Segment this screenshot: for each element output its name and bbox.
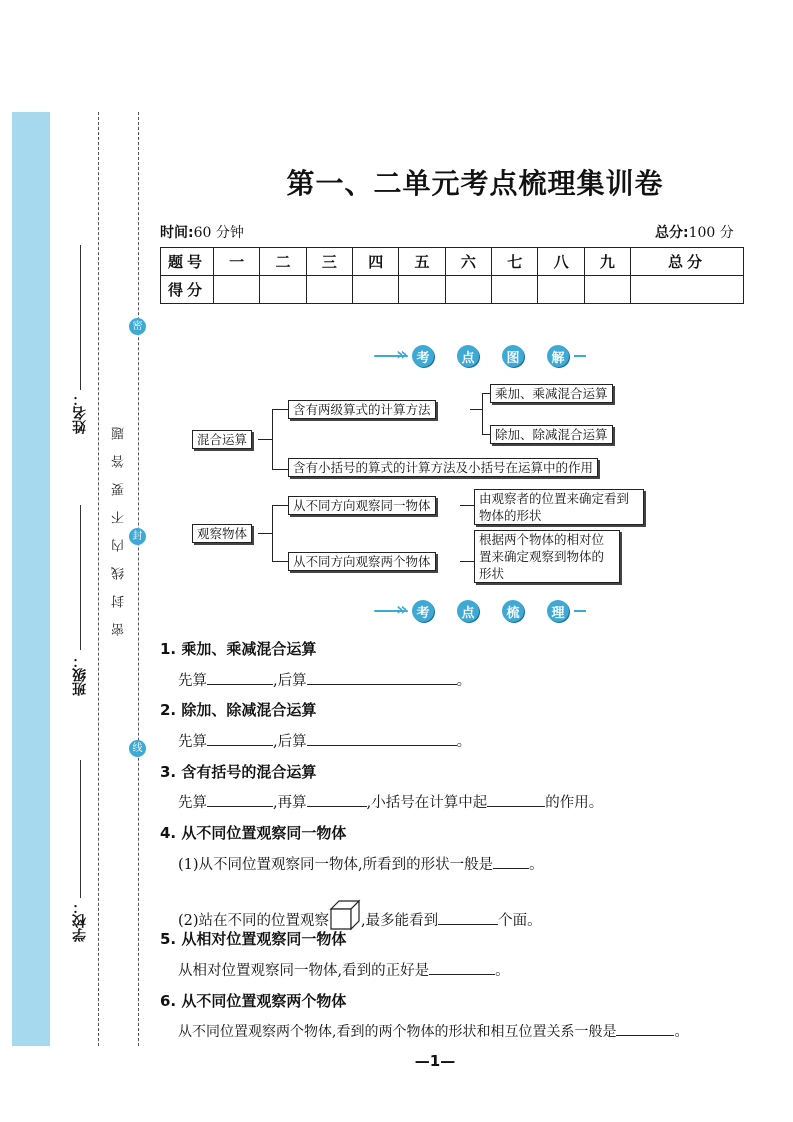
- score-cell-8[interactable]: [538, 276, 584, 304]
- q3-text-c: ,小括号在计算中起: [366, 795, 488, 811]
- col-1: 一: [214, 248, 260, 276]
- score-table-header-row: [161, 248, 744, 276]
- map-node-mul-add-sub: 乘加、乘减混合运算: [490, 384, 613, 403]
- class-field[interactable]: [80, 505, 81, 650]
- school-field[interactable]: [80, 760, 81, 898]
- col-8: 八: [538, 248, 584, 276]
- time-label: 时间:: [160, 225, 194, 241]
- q6-text: 从不同位置观察两个物体,看到的两个物体的形状和相互位置关系一般是: [178, 1024, 617, 1040]
- q3-end: 的作用。: [545, 795, 604, 811]
- seal-circle-feng: 封: [129, 528, 146, 545]
- score-cell-3[interactable]: [306, 276, 352, 304]
- score-row-label: 题号: [161, 248, 214, 276]
- cut-line-1: [98, 112, 99, 1046]
- q1-text-a: 先算: [178, 673, 207, 689]
- q2-title: 2. 除加、除减混合运算: [160, 701, 317, 719]
- section-banner-key-points-diagram: [372, 343, 586, 369]
- seal-circle-mi: 密: [129, 318, 146, 335]
- map-node-observing-objects: 观察物体: [192, 524, 252, 543]
- q4-end-2: 个面。: [498, 913, 542, 929]
- col-2: 二: [260, 248, 306, 276]
- q2-blank-2[interactable]: [307, 732, 457, 746]
- class-label: 班级：: [72, 654, 88, 696]
- q3-blank-2[interactable]: [307, 793, 367, 807]
- connector: [272, 505, 288, 506]
- q5-blank[interactable]: [429, 961, 495, 975]
- q1-title: 1. 乘加、乘减混合运算: [160, 640, 317, 658]
- col-9: 九: [584, 248, 630, 276]
- map-node-two-objects: 从不同方向观察两个物体: [288, 552, 436, 571]
- q4-text-2b: ,最多能看到: [361, 913, 439, 929]
- name-label: 姓名：: [72, 392, 88, 434]
- q2-blank-1[interactable]: [207, 732, 273, 746]
- q1-end: 。: [456, 673, 472, 689]
- total-value: 100 分: [688, 225, 734, 241]
- total-info: [655, 222, 734, 242]
- banner-char: 图: [502, 345, 524, 367]
- score-cell-1[interactable]: [214, 276, 260, 304]
- score-table-score-row: [161, 276, 744, 304]
- banner-arrow-icon: [372, 598, 412, 624]
- connector: [482, 393, 483, 434]
- q4-blank-1[interactable]: [493, 855, 529, 869]
- page-number: —1—: [414, 1052, 456, 1070]
- time-info: [160, 222, 244, 242]
- connector: [258, 533, 272, 534]
- map-node-two-level: 含有两级算式的计算方法: [288, 400, 436, 419]
- margin-blue-strip: [12, 112, 50, 1046]
- map-node-same-object-detail: 由观察者的位置来确定看到物体的形状: [474, 489, 644, 525]
- concept-map: [190, 382, 670, 587]
- col-6: 六: [445, 248, 491, 276]
- connector: [272, 409, 288, 410]
- banner-char: 解: [547, 345, 569, 367]
- q4-text-2a: (2)站在不同的位置观察: [178, 913, 330, 929]
- banner-arrow-icon: [372, 343, 412, 369]
- score-cell-9[interactable]: [584, 276, 630, 304]
- map-node-same-object: 从不同方向观察同一物体: [288, 496, 436, 515]
- connector: [272, 561, 288, 562]
- q2-end: 。: [456, 734, 472, 750]
- q6-line: [178, 1021, 688, 1041]
- map-node-parentheses: 含有小括号的算式的计算方法及小括号在运算中的作用: [288, 458, 598, 477]
- col-4: 四: [353, 248, 399, 276]
- q5-text: 从相对位置观察同一物体,看到的正好是: [178, 963, 430, 979]
- q4-end-1: 。: [529, 857, 544, 873]
- total-label: 总分:: [655, 225, 689, 241]
- banner-char: 点: [457, 600, 479, 622]
- score-cell-6[interactable]: [445, 276, 491, 304]
- q1-text-b: ,后算: [273, 673, 307, 689]
- connector: [470, 409, 482, 410]
- banner-char: 梳: [502, 600, 524, 622]
- connector: [460, 505, 474, 506]
- q3-text-b: ,再算: [273, 795, 307, 811]
- q2-line: [178, 730, 471, 751]
- score-table: [160, 247, 744, 304]
- q2-text-b: ,后算: [273, 734, 307, 750]
- col-7: 七: [492, 248, 538, 276]
- page-title: 第一、二单元考点梳理集训卷: [286, 167, 664, 200]
- q1-line: [178, 669, 471, 690]
- q3-text-a: 先算: [178, 795, 207, 811]
- map-node-two-objects-detail: 根据两个物体的相对位置来确定观察到物体的形状: [474, 530, 620, 583]
- score-cell-5[interactable]: [399, 276, 445, 304]
- banner-char: 理: [547, 600, 569, 622]
- cube-icon: [329, 899, 361, 931]
- time-value: 60 分钟: [193, 225, 244, 241]
- q6-blank[interactable]: [616, 1022, 674, 1036]
- q2-text-a: 先算: [178, 734, 207, 750]
- q3-blank-1[interactable]: [207, 793, 273, 807]
- connector: [272, 505, 273, 561]
- connector: [258, 439, 272, 440]
- q6-title: 6. 从不同位置观察两个物体: [160, 992, 347, 1010]
- name-field[interactable]: [80, 245, 81, 390]
- banner-tail: [574, 610, 586, 612]
- q3-blank-3[interactable]: [487, 793, 545, 807]
- school-label: 学校：: [72, 900, 88, 942]
- connector: [482, 434, 490, 435]
- banner-tail: [574, 355, 586, 357]
- banner-char: 考: [412, 345, 434, 367]
- q5-line: [178, 959, 510, 980]
- cut-line-2: [138, 112, 139, 1046]
- score-cell-7[interactable]: [492, 276, 538, 304]
- score-label: 得分: [161, 276, 214, 304]
- q6-end: 。: [674, 1024, 689, 1040]
- q3-line: [178, 791, 603, 812]
- score-cell-2[interactable]: [260, 276, 306, 304]
- map-node-mixed-operations: 混合运算: [192, 430, 252, 449]
- map-node-div-add-sub: 除加、除减混合运算: [490, 425, 613, 444]
- section-banner-key-points-review: [372, 598, 586, 624]
- q4-line-1: [178, 853, 544, 874]
- q5-end: 。: [495, 963, 510, 979]
- connector: [272, 409, 273, 469]
- q3-title: 3. 含有括号的混合运算: [160, 763, 317, 781]
- connector: [482, 393, 490, 394]
- col-3: 三: [306, 248, 352, 276]
- q5-title: 5. 从相对位置观察同一物体: [160, 930, 347, 948]
- q1-blank-1[interactable]: [207, 671, 273, 685]
- q4-blank-2[interactable]: [438, 911, 498, 925]
- score-cell-4[interactable]: [353, 276, 399, 304]
- seal-circle-xian: 线: [129, 740, 146, 757]
- col-total: 总分: [631, 248, 744, 276]
- q4-text-1: (1)从不同位置观察同一物体,所看到的形状一般是: [178, 857, 494, 873]
- score-cell-total[interactable]: [631, 276, 744, 304]
- q4-title: 4. 从不同位置观察同一物体: [160, 824, 347, 842]
- seal-warning-text: 密封线内不要答题: [112, 412, 127, 636]
- connector: [272, 469, 288, 470]
- connector: [460, 561, 474, 562]
- banner-char: 考: [412, 600, 434, 622]
- q1-blank-2[interactable]: [307, 671, 457, 685]
- col-5: 五: [399, 248, 445, 276]
- banner-char: 点: [457, 345, 479, 367]
- q4-line-2: [178, 899, 542, 931]
